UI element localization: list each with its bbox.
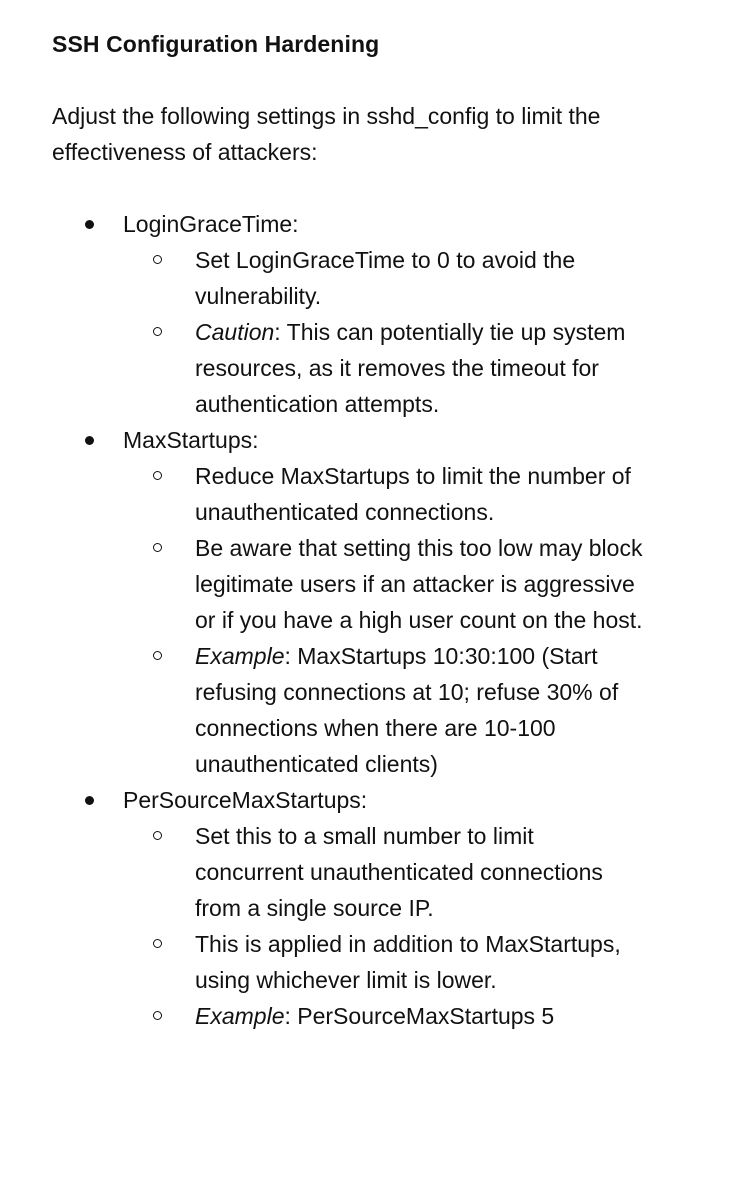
bullet-ring-icon (153, 939, 162, 948)
item-lead: Caution (195, 319, 275, 345)
item-lead: Example (195, 643, 285, 669)
bullet-dot-icon (85, 796, 94, 805)
item-text: : This can potentially tie up system resources, as it removes the timeout for authentication attempts. (195, 319, 626, 417)
setting-name: MaxStartups: (123, 427, 259, 453)
list-item (123, 242, 645, 314)
bullet-dot-icon (85, 436, 94, 445)
setting-per-source-max-startups (52, 782, 719, 1034)
list-item (123, 998, 645, 1034)
bullet-ring-icon (153, 255, 162, 264)
list-item (123, 530, 645, 638)
item-lead: Example (195, 1003, 285, 1029)
list-item (123, 458, 645, 530)
item-text: Set LoginGraceTime to 0 to avoid the vulnerability. (195, 247, 576, 309)
item-text: Reduce MaxStartups to limit the number of unauthenticated connections. (195, 463, 631, 525)
page-title: SSH Configuration Hardening (52, 31, 380, 57)
setting-name: LoginGraceTime: (123, 211, 299, 237)
list-item (123, 818, 645, 926)
bullet-ring-icon (153, 471, 162, 480)
setting-name: PerSourceMaxStartups: (123, 787, 368, 813)
bullet-dot-icon (85, 220, 94, 229)
bullet-ring-icon (153, 543, 162, 552)
setting-max-startups (52, 422, 719, 782)
sub-list (123, 818, 719, 1034)
list-item (123, 314, 645, 422)
item-text: This is applied in addition to MaxStartups, using whichever limit is lower. (195, 931, 621, 993)
sub-list (123, 242, 719, 422)
setting-login-grace-time (52, 206, 719, 422)
intro-paragraph: Adjust the following settings in sshd_config to limit the effectiveness of attackers: (52, 103, 601, 165)
item-text: Be aware that setting this too low may block legitimate users if an attacker is aggressive or if you have a high user count on the host. (195, 535, 643, 633)
bullet-ring-icon (153, 327, 162, 336)
bullet-ring-icon (153, 831, 162, 840)
bullet-ring-icon (153, 1011, 162, 1020)
list-item (123, 638, 645, 782)
list-item (123, 926, 645, 998)
settings-list (52, 206, 719, 1034)
sub-list (123, 458, 719, 782)
item-text: Set this to a small number to limit concurrent unauthenticated connections from a single source IP. (195, 823, 603, 921)
item-text: : MaxStartups 10:30:100 (Start refusing connections at 10; refuse 30% of connections when there are 10-100 unauthenticated clients) (195, 643, 619, 777)
bullet-ring-icon (153, 651, 162, 660)
item-text: : PerSourceMaxStartups 5 (284, 1003, 555, 1029)
